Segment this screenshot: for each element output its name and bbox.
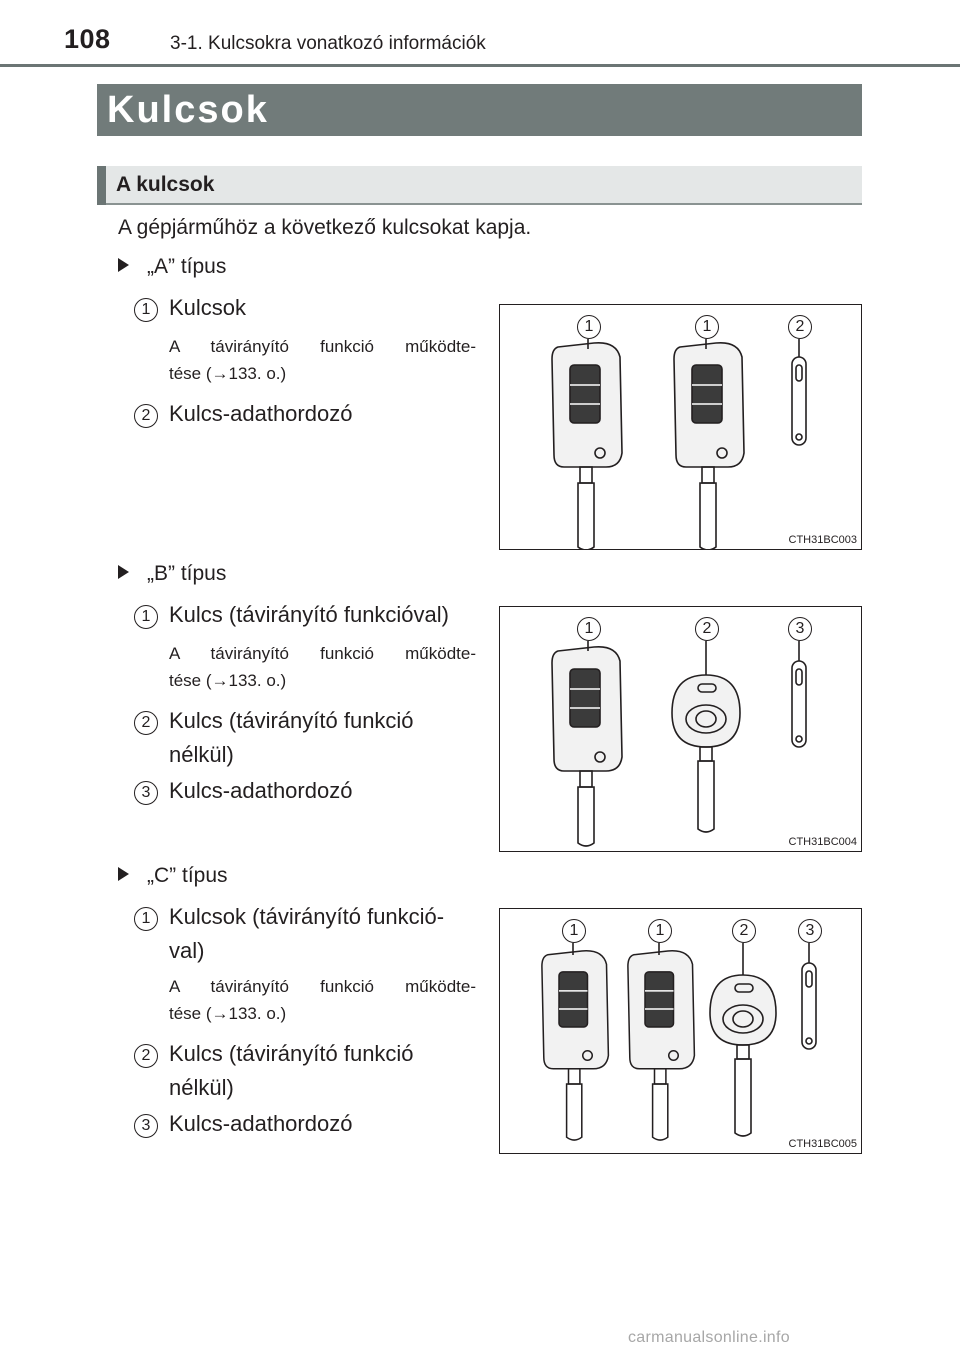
running-header: 3-1. Kulcsokra vonatkozó információk <box>170 33 486 54</box>
type-c-heading-text: „C” típus <box>147 864 228 887</box>
callout-badge: 3 <box>788 617 812 641</box>
keys-illustration-b <box>500 607 861 851</box>
type-c-heading <box>118 864 228 888</box>
callout-badge: 3 <box>798 919 822 943</box>
type-b-item-2-label <box>169 704 479 772</box>
remote-key-icon <box>552 343 622 549</box>
subsection-title: A kulcsok <box>116 173 215 196</box>
keys-illustration-a <box>500 305 861 549</box>
type-a-heading-text: „A” típus <box>147 255 227 278</box>
desc-line-1: A távirányító funkció működte- <box>169 337 476 356</box>
label-line-1: Kulcs (távirányító funkció <box>169 1041 414 1066</box>
item-number-badge: 3 <box>134 1114 158 1138</box>
subsection-accent <box>97 166 106 205</box>
desc-line-1: A távirányító funkció működte- <box>169 977 476 996</box>
item-number-badge: 2 <box>134 1044 158 1068</box>
callout-badge: 1 <box>695 315 719 339</box>
item-number-badge: 2 <box>134 404 158 428</box>
key-tag-icon <box>792 339 806 445</box>
type-a-item-1-label: Kulcsok <box>169 295 247 320</box>
desc-line-2: tése (→133. o.) <box>169 364 287 383</box>
intro-text: A gépjárműhöz a következő kulcsokat kapja. <box>118 216 532 239</box>
callout-badge: 1 <box>577 617 601 641</box>
keys-illustration-c <box>500 909 861 1153</box>
item-number-badge: 1 <box>134 907 158 931</box>
type-a-heading <box>118 255 226 279</box>
type-c-item-2-label <box>169 1037 479 1105</box>
remote-key-icon <box>674 343 744 549</box>
key-tag-icon <box>792 641 806 747</box>
triangle-bullet-icon <box>118 258 129 272</box>
desc-line-2: tése (→133. o.) <box>169 1004 287 1023</box>
callout-badge: 2 <box>732 919 756 943</box>
callout-badge: 2 <box>788 315 812 339</box>
type-b-item-1-desc <box>169 640 476 694</box>
triangle-bullet-icon <box>118 867 129 881</box>
type-b-heading <box>118 562 226 586</box>
watermark: carmanualsonline.info <box>628 1329 790 1346</box>
figure-code: CTH31BC005 <box>788 1138 857 1150</box>
type-a-item-2-label: Kulcs-adathordozó <box>169 401 353 426</box>
label-line-1: Kulcs (távirányító funkció <box>169 708 414 733</box>
figure-type-c <box>499 908 862 1154</box>
type-c-item-1-label <box>169 900 479 968</box>
remote-key-icon <box>628 951 695 1140</box>
item-number-badge: 1 <box>134 605 158 629</box>
callout-badge: 2 <box>695 617 719 641</box>
type-c-item-1-desc <box>169 973 476 1027</box>
item-number-badge: 3 <box>134 781 158 805</box>
type-c-item-3-label: Kulcs-adathordozó <box>169 1111 353 1136</box>
figure-type-a <box>499 304 862 550</box>
plain-key-icon <box>710 943 776 1136</box>
figure-type-b <box>499 606 862 852</box>
plain-key-icon <box>672 641 740 832</box>
item-number-badge: 2 <box>134 711 158 735</box>
remote-key-icon <box>552 647 622 846</box>
section-title: Kulcsok <box>107 89 269 131</box>
callout-badge: 1 <box>577 315 601 339</box>
triangle-bullet-icon <box>118 565 129 579</box>
label-line-1: Kulcsok (távirányító funkció- <box>169 904 445 929</box>
label-line-2: nélkül) <box>169 742 234 767</box>
page-number: 108 <box>64 24 111 54</box>
callout-badge: 1 <box>648 919 672 943</box>
label-line-2: val) <box>169 938 205 963</box>
type-b-item-1-label: Kulcs (távirányító funkcióval) <box>169 602 449 627</box>
label-line-2: nélkül) <box>169 1075 234 1100</box>
header-rule <box>0 64 960 67</box>
figure-code: CTH31BC004 <box>788 836 857 848</box>
desc-line-1: A távirányító funkció működte- <box>169 644 476 663</box>
type-b-item-3-label: Kulcs-adathordozó <box>169 778 353 803</box>
callout-badge: 1 <box>562 919 586 943</box>
type-a-item-1-desc <box>169 333 476 387</box>
type-b-heading-text: „B” típus <box>147 562 227 585</box>
remote-key-icon <box>542 951 609 1140</box>
figure-code: CTH31BC003 <box>788 534 857 546</box>
desc-line-2: tése (→133. o.) <box>169 671 287 690</box>
item-number-badge: 1 <box>134 298 158 322</box>
key-tag-icon <box>802 943 816 1049</box>
